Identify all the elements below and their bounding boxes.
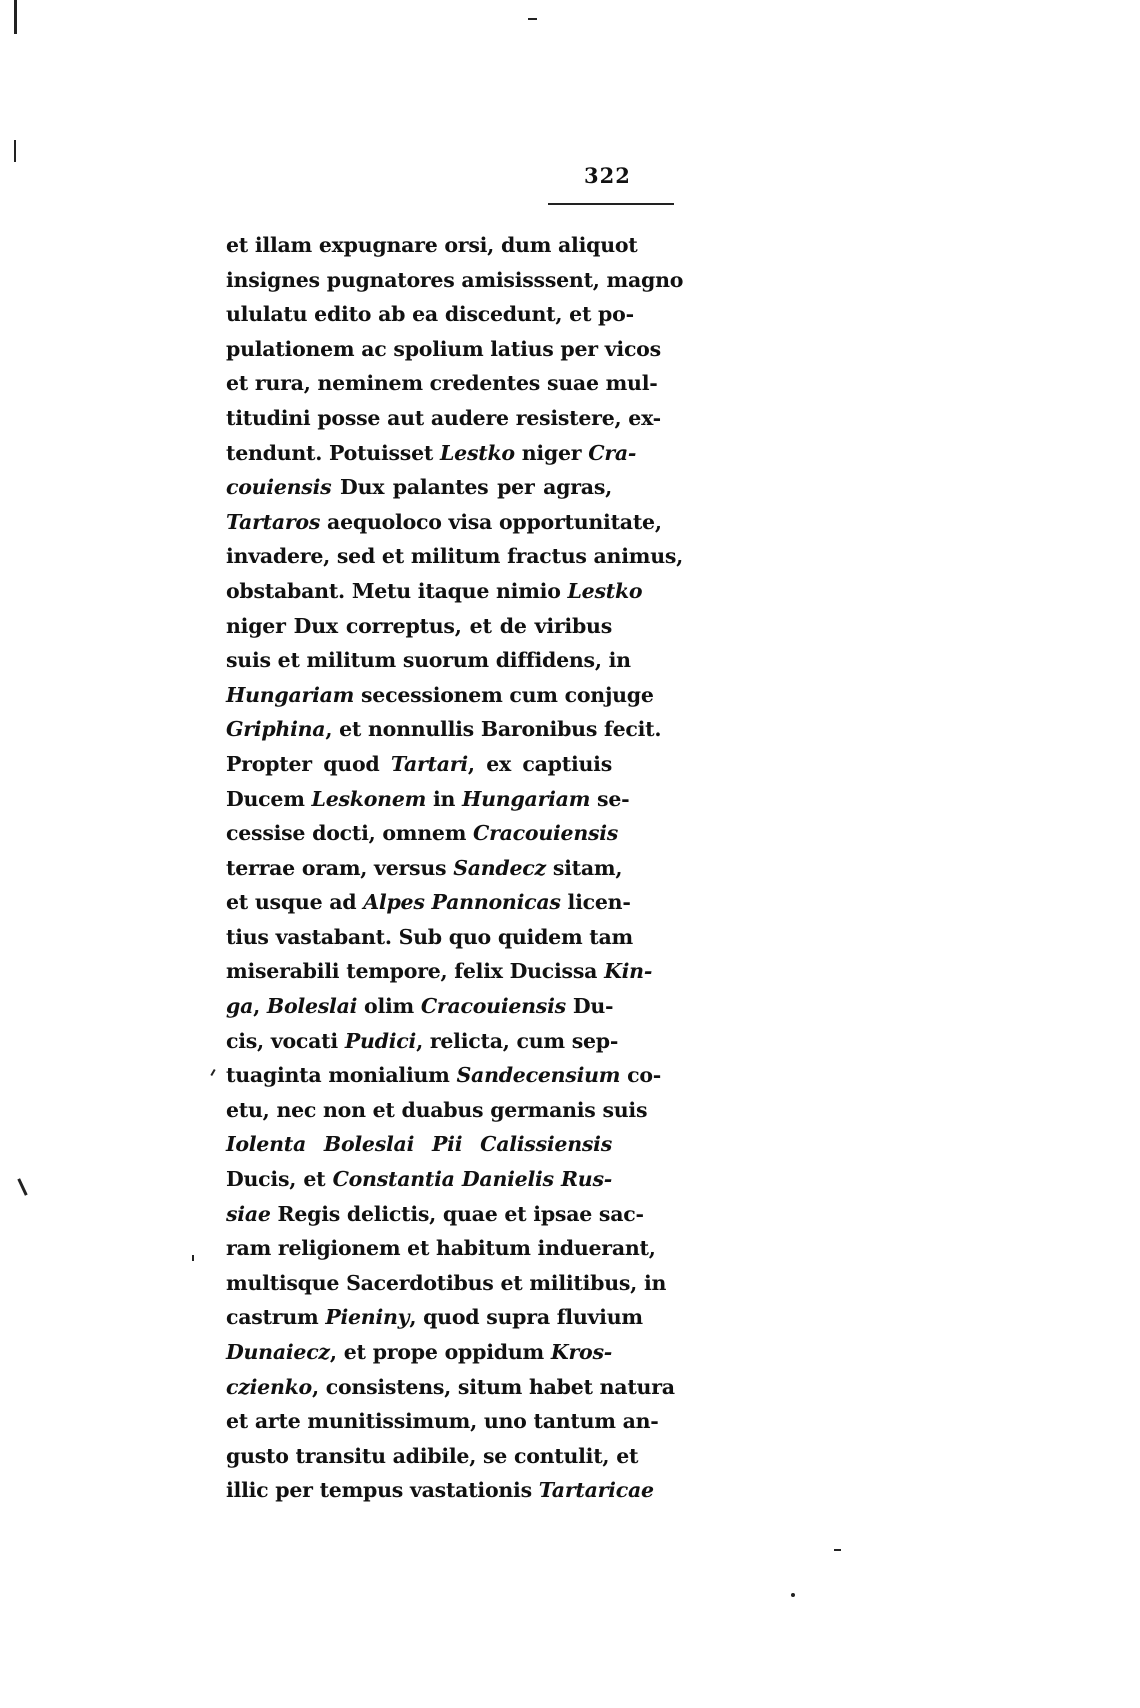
text-run: , relicta, cum sep-: [416, 1028, 619, 1053]
italic-name: Sandecensium: [456, 1063, 621, 1088]
text-line: [226, 851, 623, 886]
italic-name: Lestko: [439, 440, 515, 465]
text-line: [226, 1024, 619, 1059]
italic-name: Pieniny: [325, 1305, 410, 1330]
scan-mark-margin-tick: [210, 1069, 215, 1076]
text-run: tendunt. Potuisset: [226, 440, 440, 465]
italic-name: couiensis: [226, 475, 332, 500]
text-run: co-: [620, 1063, 662, 1088]
italic-name: Griphina: [226, 717, 326, 742]
text-line: [226, 574, 643, 609]
text-run: terrae oram, versus: [226, 855, 454, 880]
page-header: [548, 163, 674, 205]
italic-name: Tartaricae: [538, 1478, 654, 1503]
text-run: tuaginta monialium: [226, 1063, 457, 1088]
italic-name: Boleslai: [266, 994, 358, 1019]
text-run: gusto transitu adibile, se contulit, et: [226, 1443, 639, 1468]
text-line: [226, 1231, 656, 1266]
text-line: [226, 1197, 644, 1232]
italic-name: Alpes Pannonicas: [363, 890, 561, 915]
text-run: Propter quod: [226, 751, 391, 776]
text-run: , et prope oppidum: [329, 1340, 551, 1364]
text-run: in: [426, 786, 463, 811]
text-run: , quod supra fluvium: [409, 1305, 643, 1330]
italic-name: Kros-: [550, 1340, 612, 1364]
italic-name: Cracouiensis: [420, 994, 566, 1019]
text-run: cis, vocati: [226, 1028, 345, 1053]
text-run: ,: [253, 994, 267, 1019]
italic-name: Tartaros: [226, 509, 321, 534]
text-line: [226, 1266, 667, 1301]
text-line: [226, 1127, 612, 1162]
text-run: ram religionem et habitum induerant,: [226, 1236, 656, 1261]
text-line: [226, 954, 653, 989]
text-line: [226, 436, 637, 471]
text-run: et illam expugnare orsi, dum aliquot: [226, 233, 638, 257]
text-line: [226, 366, 658, 401]
text-run: tius vastabant. Sub quo quidem tam: [226, 924, 633, 949]
text-line: [226, 1300, 643, 1335]
text-run: niger Dux correptus, et de viribus: [226, 613, 612, 638]
italic-name: Pudici: [344, 1028, 417, 1053]
text-run: et rura, neminem credentes suae mul-: [226, 371, 658, 396]
text-run: , et nonnullis Baronibus fecit.: [325, 717, 662, 742]
text-line: [226, 1473, 654, 1508]
text-run: et arte munitissimum, uno tantum an-: [226, 1409, 659, 1434]
text-run: suis et militum suorum diffidens, in: [226, 648, 631, 673]
text-run: et usque ad: [226, 890, 364, 915]
text-line: [226, 1439, 639, 1474]
scan-mark-bottom-dot: [791, 1593, 795, 1597]
text-line: [226, 1162, 612, 1197]
text-line: [226, 332, 661, 367]
page-number: 322: [584, 163, 631, 188]
text-line: [226, 609, 612, 644]
scan-mark-left-edge: [14, 140, 16, 162]
text-line: [226, 1093, 648, 1128]
text-line: [226, 1335, 612, 1370]
italic-name: siae: [226, 1201, 271, 1226]
text-run: niger: [514, 440, 589, 465]
italic-name: Iolenta Boleslai Pii Calissiensis: [226, 1132, 612, 1157]
italic-name: Tartari: [390, 751, 468, 776]
text-line: [226, 539, 684, 574]
text-line: [226, 263, 684, 298]
text-run: castrum: [226, 1305, 326, 1330]
text-run: licen-: [560, 890, 631, 915]
text-run: Dux palantes per agras,: [331, 475, 612, 500]
text-line: [226, 228, 638, 263]
text-run: illic per tempus vastationis: [226, 1478, 539, 1503]
text-line: [226, 782, 630, 817]
italic-name: Hungariam: [226, 682, 355, 707]
text-run: Ducis, et: [226, 1167, 333, 1192]
text-run: ululatu edito ab ea discedunt, et po-: [226, 302, 634, 327]
italic-name: Sandecz: [453, 855, 546, 880]
text-line: [226, 747, 612, 782]
text-line: [226, 989, 612, 1024]
body-text: [226, 228, 684, 1508]
text-run: se-: [590, 786, 630, 811]
text-run: Regis delictis, quae et ipsae sac-: [270, 1201, 644, 1226]
text-run: aequoloco visa opportunitate,: [320, 509, 662, 534]
text-line: [226, 678, 654, 713]
scan-mark-top-left: [14, 0, 17, 34]
scan-mark-top-dash: [528, 18, 537, 20]
italic-name: Constantia Danielis Rus-: [332, 1167, 613, 1192]
text-line: [226, 920, 633, 955]
text-run: Du-: [565, 994, 614, 1019]
text-run: secessionem cum conjuge: [354, 682, 654, 707]
text-run: multisque Sacerdotibus et militibus, in: [226, 1270, 667, 1295]
scan-mark-bottom-dash: [834, 1549, 841, 1551]
italic-name: Cra-: [588, 440, 637, 465]
text-run: etu, nec non et duabus germanis suis: [226, 1097, 648, 1122]
text-line: [226, 643, 631, 678]
text-run: sitam,: [545, 855, 623, 880]
text-run: , ex captiuis: [467, 751, 613, 776]
italic-name: Dunaiecz: [226, 1340, 330, 1364]
text-line: [226, 885, 631, 920]
text-line: [226, 505, 662, 540]
text-line: [226, 816, 619, 851]
text-run: titudini posse aut audere resistere, ex-: [226, 405, 661, 430]
text-run: miserabili tempore, felix Ducissa: [226, 959, 605, 984]
text-line: [226, 1058, 662, 1093]
text-line: [226, 1370, 675, 1405]
italic-name: Kin-: [604, 959, 653, 984]
italic-name: Lestko: [567, 578, 643, 603]
text-line: [226, 470, 612, 505]
text-line: [226, 712, 662, 747]
italic-name: Leskonem: [311, 786, 427, 811]
scan-mark-left-tick: [17, 1178, 27, 1196]
text-line: [226, 297, 634, 332]
text-run: cessise docti, omnem: [226, 821, 474, 846]
italic-name: czienko: [226, 1374, 312, 1399]
text-run: invadere, sed et militum fractus animus,: [226, 544, 684, 569]
text-run: olim: [357, 994, 421, 1019]
text-line: [226, 401, 661, 436]
text-run: pulationem ac spolium latius per vicos: [226, 336, 661, 361]
italic-name: Hungariam: [462, 786, 591, 811]
italic-name: ga: [226, 994, 254, 1019]
text-run: Ducem: [226, 786, 312, 811]
italic-name: Cracouiensis: [473, 821, 619, 846]
scan-mark-side-dot: [192, 1255, 194, 1261]
text-run: , consistens, situm habet natura: [312, 1374, 675, 1399]
text-run: insignes pugnatores amisisssent, magno: [226, 267, 684, 292]
text-run: obstabant. Metu itaque nimio: [226, 578, 568, 603]
text-line: [226, 1404, 659, 1439]
